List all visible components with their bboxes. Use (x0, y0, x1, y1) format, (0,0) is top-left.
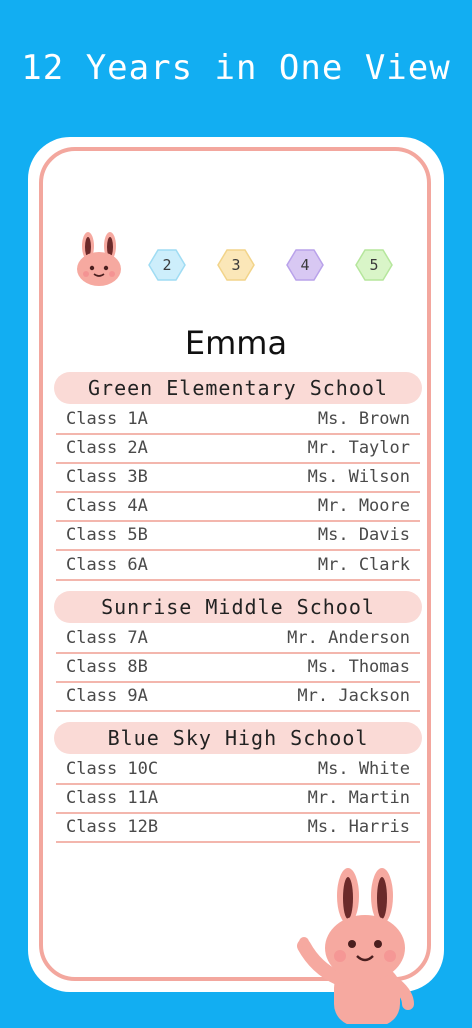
teacher-name: Mr. Anderson (287, 628, 410, 648)
teacher-name: Mr. Jackson (297, 686, 410, 706)
teacher-name: Ms. Wilson (307, 467, 410, 487)
school-header-elementary: Green Elementary School (54, 372, 422, 404)
class-label: Class 5B (66, 525, 148, 545)
headline: 12 Years in One View (21, 48, 451, 88)
class-label: Class 7A (66, 628, 148, 648)
class-row[interactable] (56, 406, 420, 435)
teacher-name: Mr. Clark (317, 555, 410, 575)
teacher-name: Mr. Martin (307, 788, 410, 808)
class-row[interactable] (56, 522, 420, 551)
class-row[interactable] (56, 814, 420, 843)
teacher-name: Ms. Brown (317, 409, 410, 429)
grade-badge-label: 3 (231, 256, 241, 274)
class-row[interactable] (56, 435, 420, 464)
class-label: Class 8B (66, 657, 148, 677)
class-label: Class 3B (66, 467, 148, 487)
class-label: Class 6A (66, 555, 148, 575)
school-header-high: Blue Sky High School (54, 722, 422, 754)
class-row[interactable] (56, 683, 420, 712)
grade-badge-2[interactable] (148, 248, 186, 282)
student-name: Emma (184, 324, 288, 362)
class-row[interactable] (56, 654, 420, 683)
class-label: Class 11A (66, 788, 159, 808)
teacher-name: Mr. Moore (317, 496, 410, 516)
teacher-name: Ms. White (317, 759, 410, 779)
grade-badge-4[interactable] (286, 248, 324, 282)
class-label: Class 10C (66, 759, 159, 779)
class-label: Class 4A (66, 496, 148, 516)
grade-badge-label: 5 (369, 256, 379, 274)
class-label: Class 2A (66, 438, 148, 458)
class-row[interactable] (56, 493, 420, 522)
grade-badge-label: 4 (300, 256, 310, 274)
class-row[interactable] (56, 756, 420, 785)
bunny-mascot-icon (296, 866, 416, 1024)
school-header-middle: Sunrise Middle School (54, 591, 422, 623)
class-label: Class 12B (66, 817, 159, 837)
grade-badge-label: 2 (162, 256, 172, 274)
class-label: Class 9A (66, 686, 148, 706)
class-label: Class 1A (66, 409, 148, 429)
grade-badge-5[interactable] (355, 248, 393, 282)
teacher-name: Ms. Thomas (307, 657, 410, 677)
teacher-name: Ms. Davis (317, 525, 410, 545)
teacher-name: Mr. Taylor (307, 438, 410, 458)
class-row[interactable] (56, 625, 420, 654)
bunny-face-icon[interactable] (74, 228, 124, 288)
class-row[interactable] (56, 464, 420, 493)
class-row[interactable] (56, 552, 420, 581)
profile-row (72, 228, 402, 290)
teacher-name: Ms. Harris (307, 817, 410, 837)
grade-badge-3[interactable] (217, 248, 255, 282)
class-row[interactable] (56, 785, 420, 814)
